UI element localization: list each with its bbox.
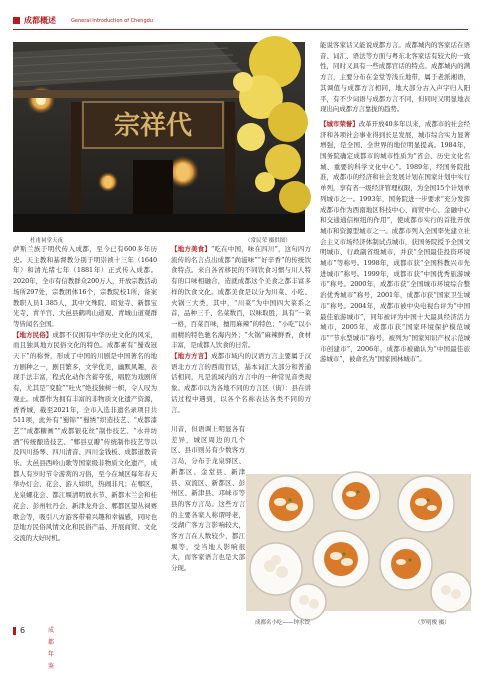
footer-marker <box>13 627 16 635</box>
paragraph-tag: 【城市荣誉】 <box>320 119 359 128</box>
paragraph-text: “吃在中国，味在四川”，这句四方流传的名言点出成都“尚滋味”“好辛香”的传统饮食特点。来自各省移民的不同饮食习惯与川人特有的口味相融合，造就成都这个美食之都丰富多样的饮食文化。成都美食是以分为川菜、小吃、火锅三大类，其中，“川菜”为中国四大菜系之首，品种三千、名菜数百，以味取胜，具有“一菜一格，百菜百味，擅用麻辣”的特色；“小吃”以小而精的特色驰名海内外；“火锅”麻辣鲜香，食材丰富，是成都人饮食的日常。 <box>171 245 312 350</box>
section-header <box>13 14 468 28</box>
temple-photo-image <box>13 42 305 232</box>
temple-photo <box>13 42 305 232</box>
photo1-credit: （常民荣 摄供图） <box>245 238 291 244</box>
paragraph-text: 成都市域内的汉语方言主要属于汉语北方方言的西南官话，基本词汇大部分和普通话相同，凡是流域内的方言中的一种常见音类现象。成都市以为各地不同的方言区（街）：县在讲话过程中遇到，以各个名称表达各类不同的方言。 <box>171 352 311 414</box>
paragraph-text: 改革开放40多年以来，成都市的社会经济和各项社会事业得到长足发展，城市综合实力显著增强，是全国、全世界的地位明显提高。1984年，国务院确定成都市的城市性质为“省会、历史文化名城、重要的科学文化中心”。1989年，经国务院批准，成都市的经济和社会发展计划在国家计划中实行单列，享有省一级经济管理权限，为全国15个计划单列城市之一。1993年，国务院进一步要求“充分发挥成都市作为西南地区科技中心、商贸中心、金融中心和交通通信枢纽的作用”，使成都市实行的首批开放城市和资源型城市之一。成都市列入全国率先建立社会主义市场经济体制试点城市，获国务院授予全国文明城市、行政副省级城市，并获“全国最佳投资环境城市”等称号。1998年，成都市获“全国科教兴市先进城市”称号。1999年，成都市获“中国优秀旅游城市”称号。2000年，成都市获“全国城市环境综合整治优秀城市”称号，2001年，成都市获“国家卫生城市”称号。2004年，成都市被中央电视台评为“中国最佳旅游城市”，同年被评为中国十大最具经济活力城市，2005年，成都市获“国家环境保护模范城市”“节水型城市”称号，被列为“国家知识产权示范城市创建市”，2006年，成都市被确认为“中国最佳旅游城市”，被命名为“国家园林城市”。 <box>320 119 470 364</box>
paragraph-tag: 【地方方言】 <box>171 352 212 361</box>
plaque-text: 宗祥代 <box>113 111 193 141</box>
paragraph <box>13 244 157 330</box>
column-middle-narrow <box>171 424 245 639</box>
paragraph <box>171 351 311 415</box>
paragraph <box>320 40 470 115</box>
paragraph-text: 成都不仅拥有中华历史文化的风采，而且独具地方民俗文化的特色。成都素有“蜀戏冠天下”的称誉，形成了中国的川剧是中国著名的地方剧种之一，剧目繁多，文学优美，幽默风趣，表现手法丰富，程式化动作含蓄夸张，唱腔为戏剧所有，尤其是“变脸”“吐火”绝技独树一帜，令人叹为观止。成都作为拥有丰富的非物质文化遗产资源，香香城，截至2021年，全市入选非遗名录项目共511项，此外有“蜀锦”“蜀绣”织造技艺、“成都漆艺”“成都糖画”“成都银花丝”制作技艺、“水井坊酒”传统酿造技艺、“郫县豆瓣”传统制作技艺等以及四川扬琴、四川清音、四川金钱板、成都道教音乐、大邑县西岭山歌等国家级非物质文化遗产，成都人有岁时节令游赏的习俗，至今在城区每年春天举办灯会、花会、游人如织，热闹非凡；在郫区，龙泉螺花会、都江堰清明放水节、新都木兰会和桂花会、彭州牡丹会、新津龙舟会、郫都区望丛祠赛歌会等，吸引八方游客带着兴趣和幸福感，同时也是地方民俗风情文化和民俗产品、开展商贸、文化交流的大好时机。 <box>13 330 157 542</box>
dumplings-photo-image <box>246 474 471 611</box>
column-left <box>13 244 157 634</box>
photo2-caption: 成都名小吃——钟水饺 <box>255 620 311 626</box>
page-number: 6 <box>20 626 26 635</box>
dumplings-photo <box>246 474 471 611</box>
book-title: 成 都 年 鉴 <box>48 627 55 670</box>
paragraph <box>13 330 157 544</box>
section-title: 成都概述 <box>24 16 56 25</box>
section-subtitle: General Introduction of Chengdu <box>71 18 153 24</box>
paragraph-tag: 【地方美食】 <box>171 245 211 253</box>
column-middle <box>171 244 311 424</box>
paragraph-text: 川音，但语调上明显各有差异，城区周边的几个区、县市则另有少数客方言岛，分布于龙泉驿区、新都区、金堂县、新津县、双流区、新都区、彭州区、新津县、邛崃市等县的客方言岛。这些方言的主要各家人称谓呼老，受湖广客方言影响较大，客方言在人数较少，都江堰等，受当地人影响很大，而客家语言也是大部分现。 <box>171 425 245 573</box>
paragraph <box>320 119 470 365</box>
header-rule <box>13 29 468 30</box>
paragraph-text: 能说客家话又能说成都方言。成都城内的客家话在语音、词汇、语法等方面与粤东北客家话有较大的一致性，同时又具有一些成都官话的特点。成都城内的满方言，主要分布在金堂等浅丘地带，属于老派湘语，其调值与成都方言相同，地大部分古入声字归入阳平，有不少词语与成都方言不同，但同时又明显地表现出向成都方言靠拢的趋势。 <box>320 41 470 114</box>
section-marker <box>13 17 20 24</box>
photo1-caption: 杜甫祠堂天夜 <box>30 238 64 244</box>
photo2-credit: （罗明俊 摄） <box>415 620 450 626</box>
paragraph-text: 萨斯兰族于明代传入成都，至今已有600多年历史。天主教和基督教分别于明崇祯十三年（1640年）和清光绪七年（1881年）正式传入成都。2020年，全市有信教群众200万人，开放宗教活动场所297处，宗教团体16个，宗教院校1所，备案教职人员1 385人，其中文殊院、昭觉寺、新都宝光寺、青羊宫、大邑县鹤鸣山道观、青城山道观群等皆闻名全国。 <box>13 245 157 328</box>
paragraph-tag: 【地方民俗】 <box>13 330 53 339</box>
paragraph <box>171 244 311 351</box>
